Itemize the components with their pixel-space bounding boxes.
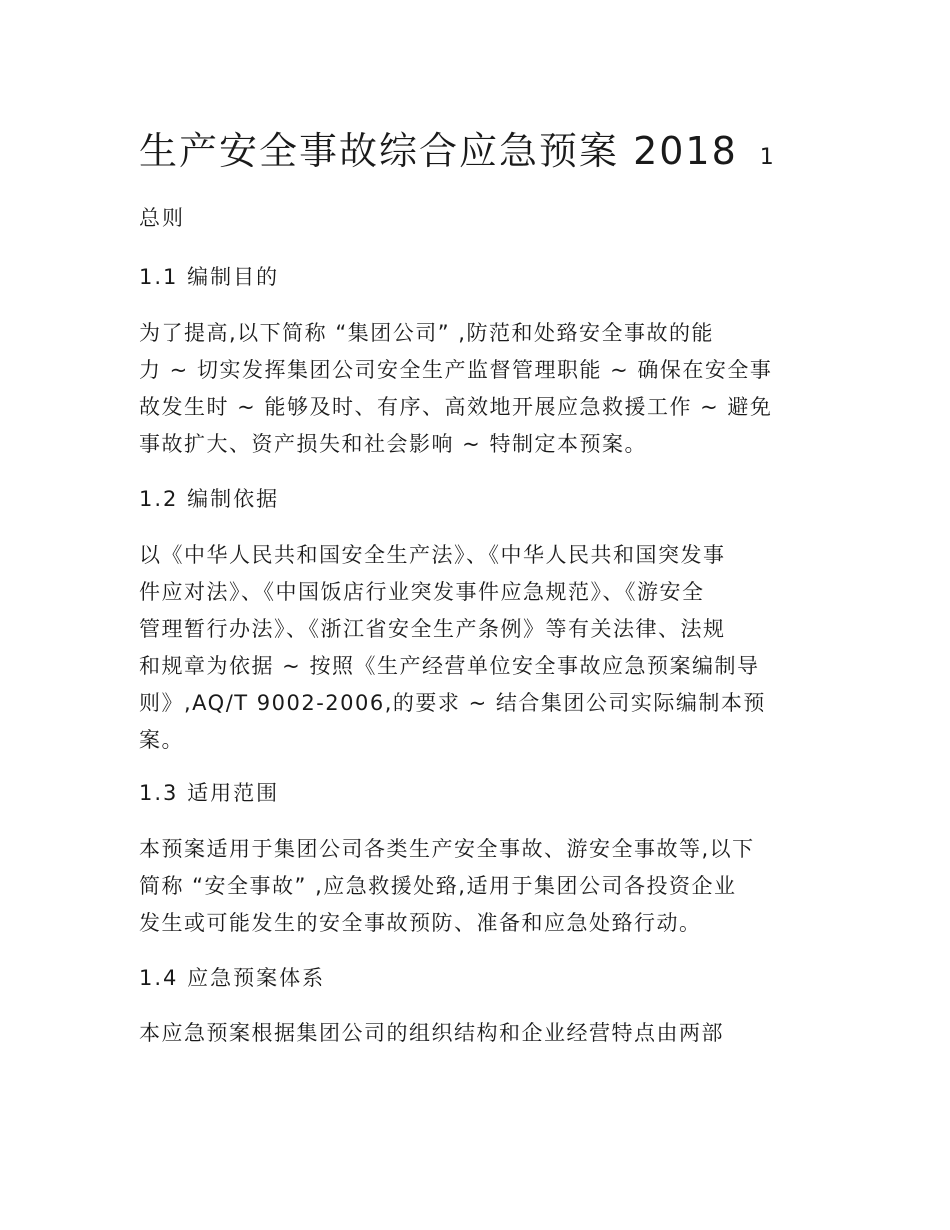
section-body-1-1: 为了提高,以下简称 “集团公司” ,防范和处臵安全事故的能 力 ~ 切实发挥集团公司安全生产监督管理职能 ~ 确保在安全事 故发生时 ~ 能够及时、有序、高效地开展应急救援工作 ~ 避免 事故扩大、资产损失和社会影响 ~ 特制定本预案。 [139, 321, 773, 456]
section-body-1-2: 以《中华人民共和国安全生产法》、《中华人民共和国突发事 件应对法》、《中国饭店行业突发事件应急规范》、《游安全 管理暂行办法》、《浙江省安全生产条例》等有关法律、法规 和规章为依据 ~ 按照《生产经营单位安全事故应急预案编制导 则》,AQ/T 9002-2006,的要求 ~ 结合集团公司实际编制本预 案。 [139, 543, 766, 752]
section-heading-1-2: 1.2 编制依据 [139, 487, 280, 511]
section-body-1-4: 本应急预案根据集团公司的组织结构和企业经营特点由两部 [139, 1021, 724, 1045]
title-line [139, 126, 775, 176]
section-heading-1-4: 1.4 应急预案体系 [139, 966, 326, 990]
section-heading-1-3: 1.3 适用范围 [139, 781, 280, 805]
chapter-heading: 总则 [139, 206, 185, 230]
page-number: 1 [759, 145, 775, 170]
section-heading-1-1: 1.1 编制目的 [139, 265, 280, 289]
document-title: 生产安全事故综合应急预案 2018 [139, 129, 738, 173]
section-body-1-3: 本预案适用于集团公司各类生产安全事故、游安全事故等,以下 简称 “安全事故” ,应急救援处臵,适用于集团公司各投资企业 发生或可能发生的安全事故预防、准备和应急处臵行动。 [139, 837, 755, 935]
